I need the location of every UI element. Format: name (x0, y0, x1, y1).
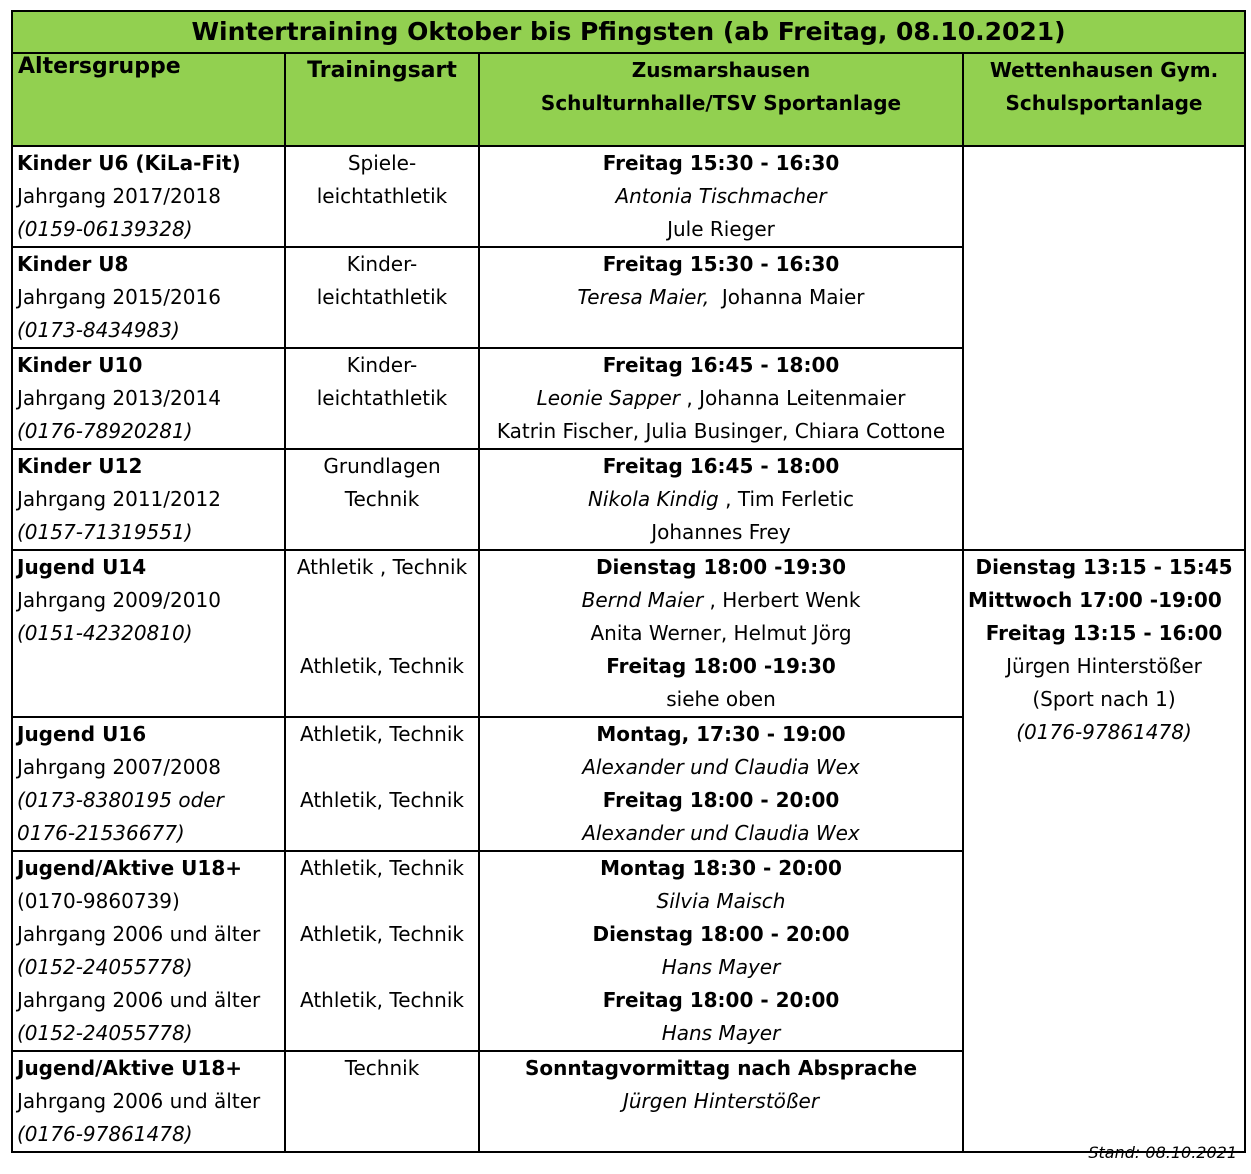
training-type-cell: Grundlagen Technik (285, 449, 479, 550)
group-cell: Kinder U6 (KiLa-Fit) Jahrgang 2017/2018 (0159-06139328) (12, 146, 285, 247)
zusmarshausen-cell: Freitag 15:30 - 16:30 Teresa Maier, Johanna Maier (479, 247, 963, 348)
training-type-cell: Kinder- leichtathletik (285, 348, 479, 449)
zusmarshausen-cell: Montag 18:30 - 20:00 Silvia Maisch Dienstag 18:00 - 20:00 Hans Mayer Freitag 18:00 - 20:00 Hans Mayer (479, 851, 963, 1051)
wettenhausen-empty-cell (963, 146, 1245, 550)
group-cell: Jugend/Aktive U18+ Jahrgang 2006 und älter (0176-97861478) (12, 1051, 285, 1152)
table-row (12, 550, 1245, 717)
zusmarshausen-cell: Freitag 15:30 - 16:30 Antonia Tischmacher Jule Rieger (479, 146, 963, 247)
header-wettenhausen: Wettenhausen Gym. Schulsportanlage (963, 53, 1245, 146)
group-cell: Jugend U16 Jahrgang 2007/2008 (0173-8380195 oder 0176-21536677) (12, 717, 285, 851)
wettenhausen-cell: Dienstag 13:15 - 15:45 Mittwoch 17:00 -19:00 Freitag 13:15 - 16:00 Jürgen Hinterstößer (Sport nach 1) (0176-97861478) (963, 550, 1245, 1152)
zusmarshausen-cell: Dienstag 18:00 -19:30 Bernd Maier , Herbert Wenk Anita Werner, Helmut Jörg Freitag 18:00 -19:30 siehe oben (479, 550, 963, 717)
zusmarshausen-cell: Freitag 16:45 - 18:00 Nikola Kindig , Tim Ferletic Johannes Frey (479, 449, 963, 550)
header-trainingsart: Trainingsart (285, 53, 479, 146)
zusmarshausen-cell: Freitag 16:45 - 18:00 Leonie Sapper , Johanna Leitenmaier Katrin Fischer, Julia Businger, Chiara Cottone (479, 348, 963, 449)
training-type-cell: Spiele- leichtathletik (285, 146, 479, 247)
training-type-cell: Technik (285, 1051, 479, 1152)
group-cell: Jugend/Aktive U18+ (0170-9860739) Jahrgang 2006 und älter (0152-24055778) Jahrgang 2006 und älter (0152-24055778) (12, 851, 285, 1051)
header-altersgruppe: Altersgruppe (12, 53, 285, 146)
training-schedule-table (11, 10, 1246, 1153)
training-type-cell: Athletik, Technik Athletik, Technik (285, 717, 479, 851)
header-zusmarshausen: Zusmarshausen Schulturnhalle/TSV Sportanlage (479, 53, 963, 146)
title-row (12, 11, 1245, 53)
training-type-cell: Athletik , Technik Athletik, Technik (285, 550, 479, 717)
zusmarshausen-cell: Sonntagvormittag nach Absprache Jürgen Hinterstößer (479, 1051, 963, 1152)
group-cell: Kinder U10 Jahrgang 2013/2014 (0176-78920281) (12, 348, 285, 449)
training-type-cell: Athletik, Technik Athletik, Technik Athletik, Technik (285, 851, 479, 1051)
training-type-cell: Kinder- leichtathletik (285, 247, 479, 348)
group-cell: Kinder U12 Jahrgang 2011/2012 (0157-71319551) (12, 449, 285, 550)
group-cell: Kinder U8 Jahrgang 2015/2016 (0173-8434983) (12, 247, 285, 348)
column-header-row (12, 53, 1245, 146)
group-cell: Jugend U14 Jahrgang 2009/2010 (0151-42320810) (12, 550, 285, 717)
last-updated-note: Stand: 08.10.2021 (1088, 1143, 1237, 1162)
schedule-title: Wintertraining Oktober bis Pfingsten (ab Freitag, 08.10.2021) (12, 11, 1245, 53)
table-row (12, 146, 1245, 247)
zusmarshausen-cell: Montag, 17:30 - 19:00 Alexander und Claudia Wex Freitag 18:00 - 20:00 Alexander und Claudia Wex (479, 717, 963, 851)
